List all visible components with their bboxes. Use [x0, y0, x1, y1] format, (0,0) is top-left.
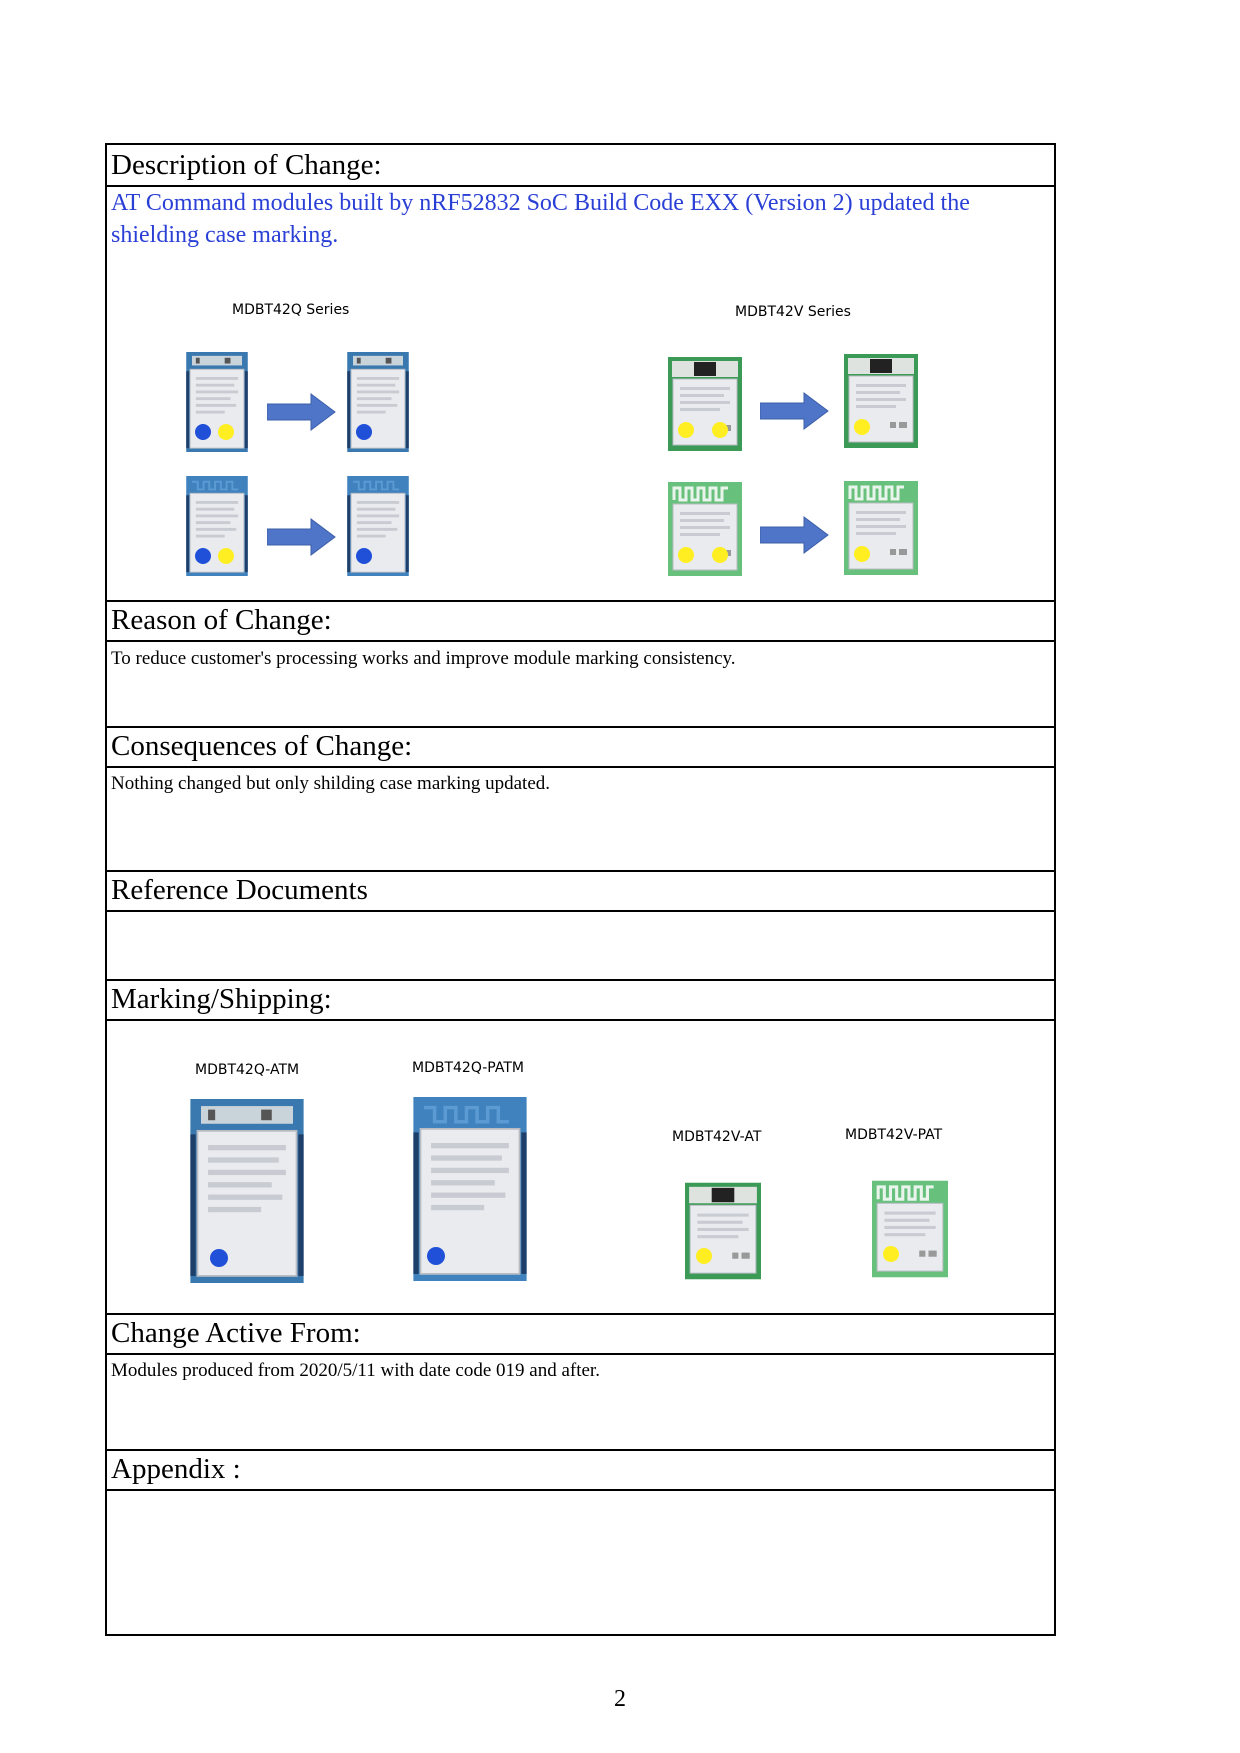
module-mdbt42q-pcb-new	[347, 476, 409, 576]
arrow-right-icon	[267, 392, 337, 432]
yellow-dot	[218, 548, 234, 564]
blue-dot	[195, 424, 211, 440]
module-mdbt42v-chip-new	[844, 354, 918, 448]
appendix-heading: Appendix :	[107, 1449, 1054, 1491]
module-mdbt42v-chip-old	[668, 357, 742, 451]
blue-dot	[356, 548, 372, 564]
module-mdbt42q-pcb-old	[186, 476, 248, 576]
arrow-right-icon	[760, 391, 830, 431]
blue-dot	[356, 424, 372, 440]
module-mdbt42v-pcb-old	[668, 482, 742, 576]
yellow-dot	[712, 422, 728, 438]
page-number: 2	[614, 1686, 626, 1712]
active-from-text: Modules produced from 2020/5/11 with date code 019 and after.	[111, 1360, 600, 1381]
module-mdbt42q-atm	[188, 1099, 306, 1283]
arrow-right-icon	[760, 515, 830, 555]
blue-dot	[427, 1247, 445, 1265]
consequences-text: Nothing changed but only shilding case marking updated.	[111, 773, 551, 794]
yellow-dot	[696, 1248, 712, 1264]
arrow-right-icon	[267, 517, 337, 557]
module-mdbt42v-pat	[872, 1180, 948, 1278]
description-heading: Description of Change:	[107, 145, 1054, 187]
reason-heading: Reason of Change:	[107, 600, 1054, 642]
yellow-dot	[712, 547, 728, 563]
reference-heading: Reference Documents	[107, 870, 1054, 912]
change-notice-table	[105, 143, 1056, 1636]
module-mdbt42q-chip-old	[186, 352, 248, 452]
consequences-heading: Consequences of Change:	[107, 726, 1054, 768]
yellow-dot	[883, 1246, 899, 1262]
label-mdbt42q-atm: MDBT42Q-ATM	[195, 1062, 300, 1078]
label-mdbt42q-patm: MDBT42Q-PATM	[412, 1060, 524, 1076]
description-text: AT Command modules built by nRF52832 SoC Build Code EXX (Version 2) updated the shielding case marking.	[111, 190, 970, 248]
active-from-heading: Change Active From:	[107, 1313, 1054, 1355]
label-mdbt42v-at: MDBT42V-AT	[672, 1129, 762, 1145]
yellow-dot	[218, 424, 234, 440]
reason-text: To reduce customer's processing works and improve module marking consistency.	[111, 648, 736, 669]
yellow-dot	[854, 419, 870, 435]
blue-dot	[210, 1249, 228, 1267]
module-mdbt42v-at	[685, 1182, 761, 1280]
blue-dot	[195, 548, 211, 564]
label-mdbt42v-pat: MDBT42V-PAT	[845, 1127, 943, 1143]
module-mdbt42q-patm	[412, 1097, 528, 1281]
series-v-label: MDBT42V Series	[735, 304, 851, 320]
yellow-dot	[678, 422, 694, 438]
module-mdbt42v-pcb-new	[844, 481, 918, 575]
module-mdbt42q-chip-new	[347, 352, 409, 452]
yellow-dot	[854, 546, 870, 562]
series-q-label: MDBT42Q Series	[232, 302, 350, 318]
yellow-dot	[678, 547, 694, 563]
marking-heading: Marking/Shipping:	[107, 979, 1054, 1021]
